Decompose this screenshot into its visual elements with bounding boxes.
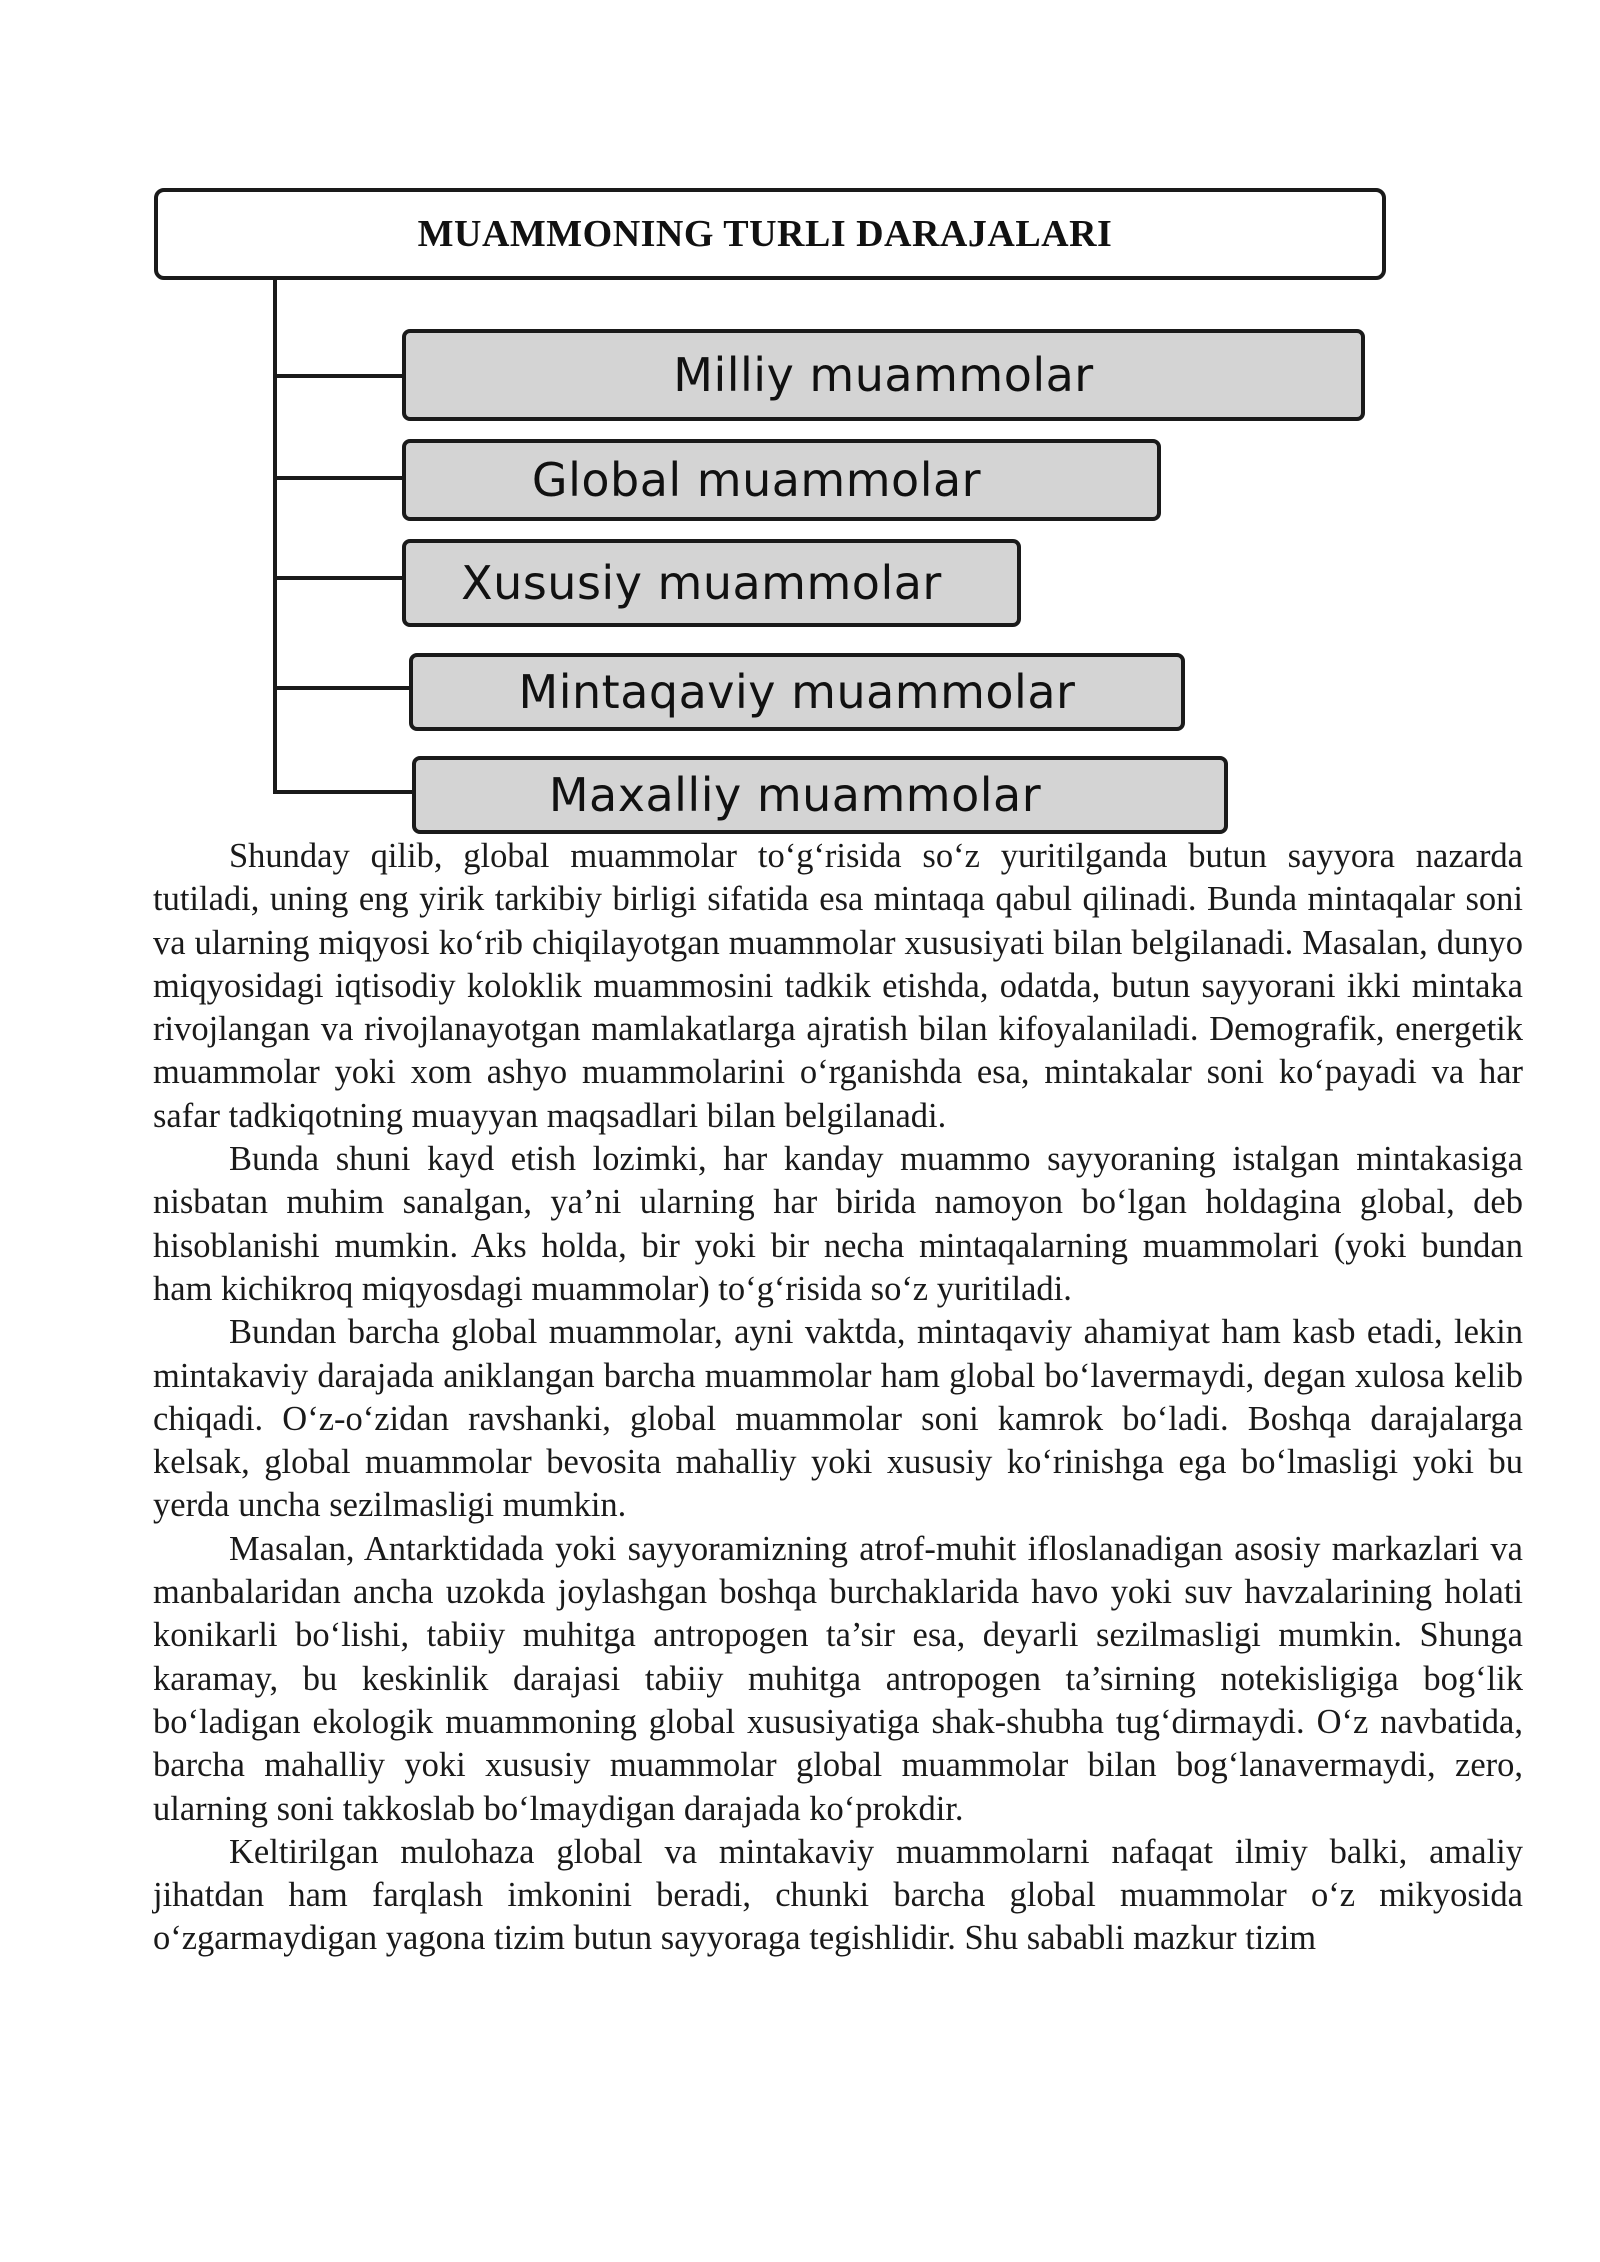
level-label: Xususiy muammolar [461,556,942,610]
paragraph: Bunda shuni kayd etish lozimki, har kanday muammo sayyoraning istalgan mintakasiga nisbatan muhim sanalgan, ya’ni ularning har birida namoyon bo‘lgan holdagina global, deb hisoblanishi mumkin. Aks holda, bir yoki bir necha mintaqalarning muammolari (yoki bundan ham kichikroq miqyosdagi muammolar) to‘g‘risida so‘z yuritiladi. [153,1140,1523,1308]
diagram-connector-branch [273,476,404,480]
diagram-connector-trunk [273,280,277,792]
levels-diagram [0,0,1600,840]
level-label: Maxalliy muammolar [548,768,1042,822]
paragraph: Bundan barcha global muammolar, ayni vaktda, mintaqaviy ahamiyat ham kasb etadi, lekin mintakaviy darajada aniklangan barcha muammolar ham global bo‘lavermaydi, degan xulosa kelib chiqadi. O‘z-o‘zidan ravshanki, global muammolar soni kamrok bo‘ladi. Boshqa darajalarga kelsak, global muammolar bevosita mahalliy yoki xususiy ko‘rinishga ega bo‘lmasligi yoki bu yerda uncha sezilmasligi mumkin. [153,1313,1523,1525]
diagram-connector-branch [273,686,411,690]
diagram-connector-branch [273,374,404,378]
paragraph: Shunday qilib, global muammolar to‘g‘risida so‘z yuritilganda butun sayyora nazarda tutiladi, uning eng yirik tarkibiy birligi sifatida esa mintaqa qabul qilinadi. Bunda mintaqalar soni va ularning miqyosi ko‘rib chiqilayotgan muammolar xususiyati bilan belgilanadi. Masalan, dunyo miqyosidagi iqtisodiy koloklik muammosini tadkik etishda, odatda, butun sayyorani ikki mintaka rivojlangan va rivojlanayotgan mamlakatlarga ajratish bilan kifoyalaniladi. Demografik, energetik muammolar yoki xom ashyo muammolarini o‘rganishda esa, mintakalar soni ko‘payadi va har safar tadkiqotning muayyan maqsadlari bilan belgilanadi. [153,837,1523,1135]
level-label: Global muammolar [531,453,982,507]
level-box-mintaqaviy [409,653,1185,731]
paragraph: Masalan, Antarktidada yoki sayyoramizning atrof-muhit ifloslanadigan asosiy markazlari va manbalaridan ancha uzokda joylashgan boshqa burchaklarida havo yoki suv havzalarining holati konikarli bo‘lishi, tabiiy muhitga antropogen ta’sir esa, deyarli sezilmasligi mumkin. Shunga karamay, bu keskinlik darajasi tabiiy muhitga antropogen ta’sirning notekisligiga bog‘lik bo‘ladigan ekologik muammoning global xususiyatiga shak-shubha tug‘dirmaydi. O‘z navbatida, barcha mahalliy yoki xususiy muammolar global muammolar bilan bog‘lanavermaydi, zero, ularning soni takkoslab bo‘lmaydigan darajada ko‘prokdir. [153,1529,1523,1828]
diagram-title: MUAMMONING TURLI DARAJALARI [417,213,1113,255]
level-box-global [402,439,1161,521]
diagram-title-box [154,188,1386,280]
level-box-milliy [402,329,1365,421]
level-label: Milliy muammolar [673,348,1094,402]
level-box-xususiy [402,539,1021,627]
level-box-maxalliy [412,756,1228,834]
level-label: Mintaqaviy muammolar [518,665,1076,719]
paragraph: Keltirilgan mulohaza global va mintakaviy muammolarni nafaqat ilmiy balki, amaliy jihatdan ham farqlash imkonini beradi, chunki barcha global muammolar o‘z mikyosida o‘zgarmaydigan yagona tizim butun sayyoraga tegishlidir. Shu sababli mazkur tizim [153,1832,1523,1958]
body-text [153,835,1523,1961]
diagram-connector-branch [273,576,404,580]
diagram-connector-branch [273,790,414,794]
